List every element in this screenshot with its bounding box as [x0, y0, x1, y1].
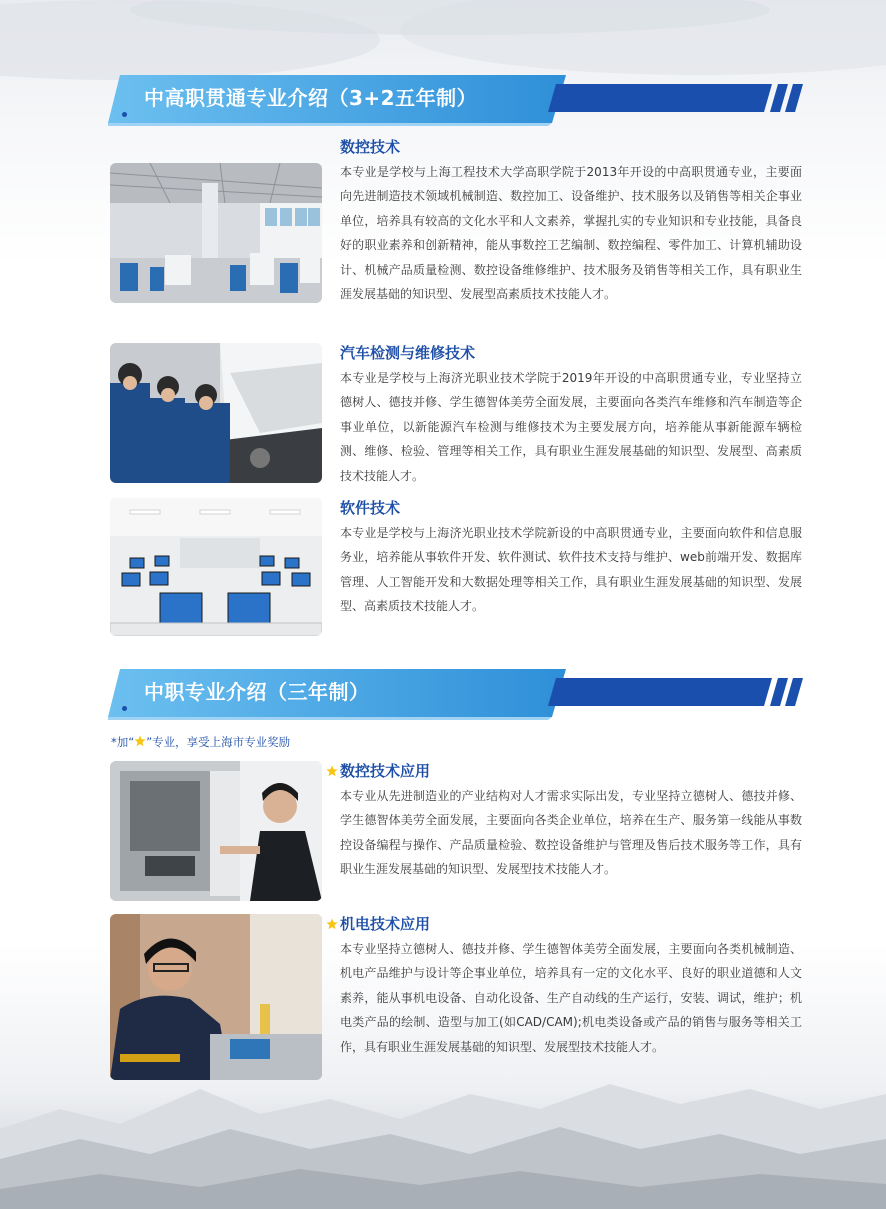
course-auto-repair: [340, 343, 802, 488]
section-banner-three-year: [108, 664, 808, 722]
star-icon: [326, 765, 338, 777]
award-note: [111, 734, 290, 750]
course-description: 本专业坚持立德树人、德技并修、学生德智体美劳全面发展，主要面向各类机械制造、机电产品维护与设计等企事业单位，培养具有一定的文化水平、良好的职业道德和人文素养，能从事机电设备、自动化设备、生产自动线的生产运行，安装、调试，维护；机电类产品的绘制、造型与加工(如CAD/CAM);机电类设备或产品的销售与服务等相关工作，具有职业生涯发展基础的知识型、发展型技术技能人才。: [340, 942, 802, 1054]
course-description: 本专业是学校与上海济光职业技术学院新设的中高职贯通专业，主要面向软件和信息服务业，培养能从事软件开发、软件测试、软件技术支持与维护、web前端开发、数据库管理、人工智能开发和大数据处理等相关工作，具有职业生涯发展基础的知识型、发展型、高素质技术技能人才。: [340, 526, 802, 614]
section-banner-five-year: [108, 70, 808, 128]
award-note-prefix: *加“: [111, 735, 135, 749]
course-mechatronics: [340, 914, 802, 1059]
star-icon: [134, 735, 146, 747]
star-icon: [326, 918, 338, 930]
course-title: 数控技术: [340, 138, 401, 156]
banner-dot: [122, 706, 127, 711]
photo-computer-lab: [110, 498, 322, 636]
course-software-technology: [340, 498, 802, 619]
course-description: 本专业从先进制造业的产业结构对人才需求实际出发，专业坚持立德树人、德技并修、学生德智体美劳全面发展，主要面向各类企业单位，培养在生产、服务第一线能从事数控设备编程与操作、产品质量检验、数控设备维护与管理及售后技术服务等工作，具有职业生涯发展基础的知识型、发展型技术技能人才。: [340, 789, 802, 877]
course-title: 软件技术: [340, 499, 401, 517]
section-title: 中高职贯通专业介绍（3+2五年制）: [144, 86, 478, 110]
course-description: 本专业是学校与上海济光职业技术学院于2019年开设的中高职贯通专业，专业坚持立德树人、德技并修、学生德智体美劳全面发展，主要面向各类汽车维修和汽车制造等企事业单位，以新能源汽车检测与维修技术为主要发展方向，培养能从事新能源车辆检测、维修、检验、管理等相关工作，具有职业生涯发展基础的知识型、发展型、高素质技术技能人才。: [340, 371, 802, 483]
banner-dot: [122, 112, 127, 117]
course-description: 本专业是学校与上海工程技术大学高职学院于2013年开设的中高职贯通专业，主要面向先进制造技术领域机械制造、数控加工、设备维护、技术服务以及销售等相关企事业单位，培养具有较高的文化水平和人文素养，掌握扎实的专业知识和专业技能，具备良好的职业素养和创新精神，能从事数控工艺编制、数控编程、零件加工、计算机辅助设计、机械产品质量检测、数控设备维修维护、技术服务及销售等相关工作，具有职业生涯发展基础的知识型、发展型高素质技术技能人才。: [340, 165, 802, 302]
course-title: 机电技术应用: [340, 915, 431, 933]
award-note-suffix: ”专业，享受上海市专业奖励: [146, 735, 291, 749]
course-cnc-technology: [340, 137, 802, 306]
photo-mechatronics: [110, 914, 322, 1080]
course-title: 数控技术应用: [340, 762, 431, 780]
course-cnc-application: [340, 761, 802, 882]
section-title: 中职专业介绍（三年制）: [144, 680, 370, 704]
course-title: 汽车检测与维修技术: [340, 344, 476, 362]
photo-cnc-operator: [110, 761, 322, 901]
photo-cnc-workshop: [110, 163, 322, 303]
photo-auto-repair: [110, 343, 322, 483]
